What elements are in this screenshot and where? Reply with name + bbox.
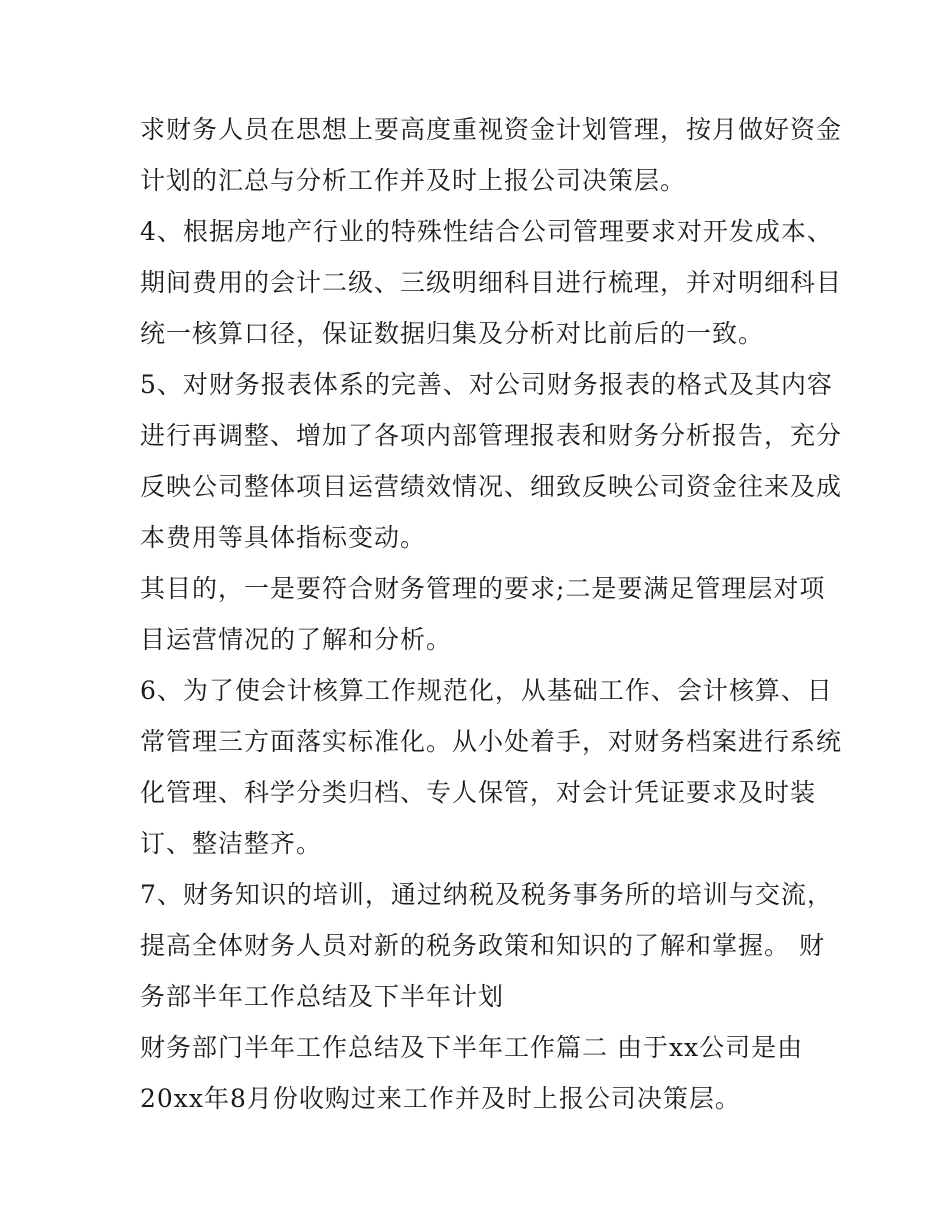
text-line: 7、财务知识的培训，通过纳税及税务事务所的培训与交流，	[140, 880, 833, 909]
text-line: 20xx年8月份收购过来工作并及时上报公司决策层。	[140, 1084, 741, 1113]
text-line: 常管理三方面落实标准化。从小处着手，对财务档案进行系统	[140, 727, 843, 756]
text-line: 统一核算口径，保证数据归集及分析对比前后的一致。	[140, 319, 765, 348]
text-line: 目运营情况的了解和分析。	[140, 625, 453, 654]
text-line: 提高全体财务人员对新的税务政策和知识的了解和掌握。 财	[140, 931, 825, 960]
text-line: 化管理、科学分类归档、专人保管，对会计凭证要求及时装	[140, 778, 817, 807]
text-line: 本费用等具体指标变动。	[140, 523, 427, 552]
text-line: 务部半年工作总结及下半年计划	[140, 982, 505, 1011]
text-line: 计划的汇总与分析工作并及时上报公司决策层。	[140, 166, 687, 195]
text-line: 求财务人员在思想上要高度重视资金计划管理，按月做好资金	[140, 115, 843, 144]
text-line: 6、为了使会计核算工作规范化，从基础工作、会计核算、日	[140, 676, 833, 705]
text-line: 订、整洁整齐。	[140, 829, 323, 858]
text-line: 财务部门半年工作总结及下半年工作篇二 由于xx公司是由	[140, 1033, 804, 1062]
text-line: 4、根据房地产行业的特殊性结合公司管理要求对开发成本、	[140, 217, 833, 246]
text-line: 进行再调整、增加了各项内部管理报表和财务分析报告，充分	[140, 421, 843, 450]
text-line: 其目的，一是要符合财务管理的要求;二是要满足管理层对项	[140, 574, 826, 603]
text-line: 期间费用的会计二级、三级明细科目进行梳理，并对明细科目	[140, 268, 843, 297]
text-line: 5、对财务报表体系的完善、对公司财务报表的格式及其内容	[140, 370, 833, 399]
text-line: 反映公司整体项目运营绩效情况、细致反映公司资金往来及成	[140, 472, 843, 501]
document-body	[140, 104, 843, 1124]
